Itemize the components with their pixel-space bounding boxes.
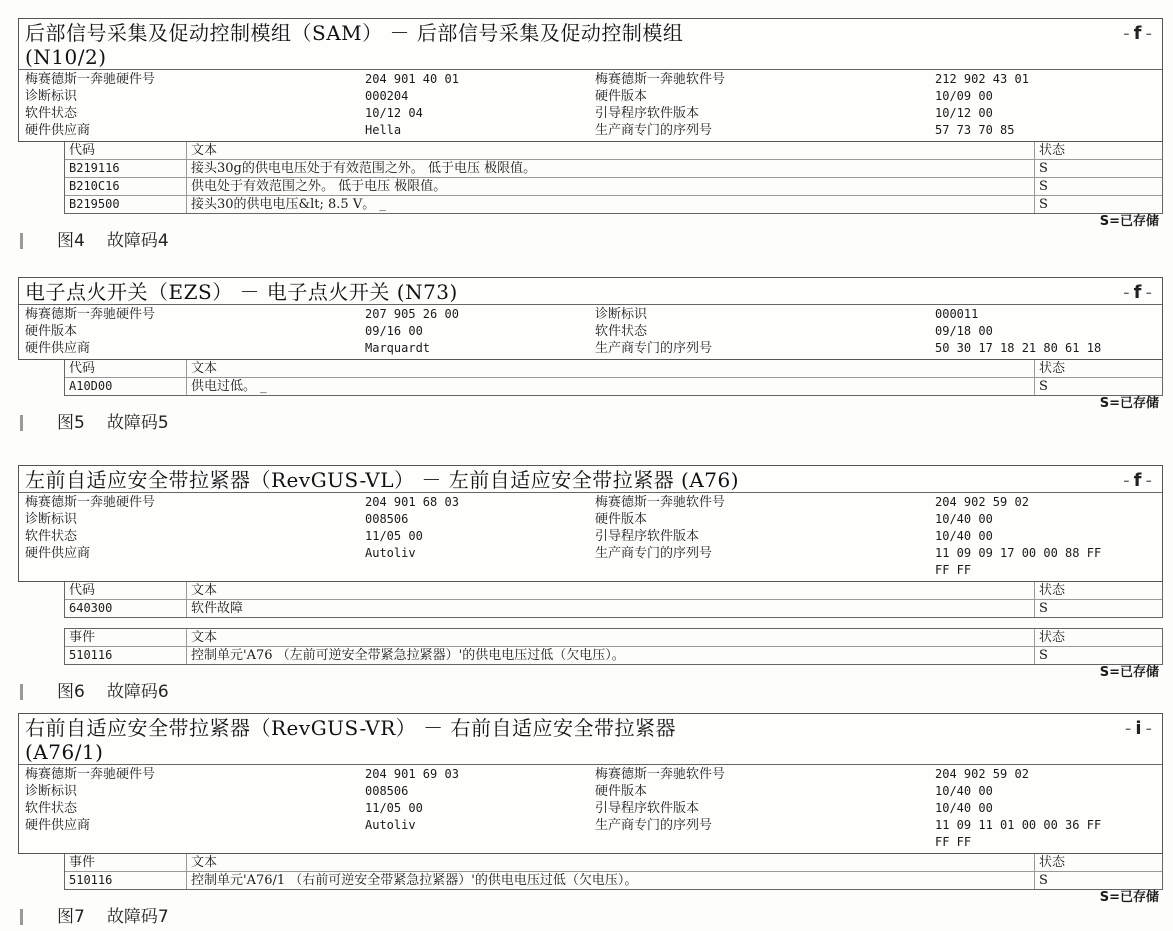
caption-bar xyxy=(20,909,23,925)
figure-number: 图5 xyxy=(57,413,85,433)
info-label: 硬件版本 xyxy=(595,512,648,527)
module-title-line: (A76/1) xyxy=(25,740,104,764)
column-header-text: 文本 xyxy=(187,854,1035,871)
info-label: 梅赛德斯一奔驰软件号 xyxy=(595,495,726,510)
module-header xyxy=(19,714,1162,765)
info-value: 008506 xyxy=(365,512,409,526)
info-label: 硬件版本 xyxy=(595,784,648,799)
fault-code-table xyxy=(64,582,1163,618)
fault-text: 控制单元'A76/1 （右前可逆安全带紧急拉紧器）'的供电电压过低（欠电压）。 xyxy=(187,872,1035,889)
info-label: 硬件供应商 xyxy=(25,123,91,138)
figure-caption xyxy=(18,412,1163,434)
info-value: 11/05 00 xyxy=(365,801,423,815)
module-flag-icon: f xyxy=(1133,23,1142,44)
column-header-status: 状态 xyxy=(1039,143,1066,158)
module-title-line: 右前自适应安全带拉紧器（RevGUS-VR） － 右前自适应安全带拉紧器 xyxy=(25,716,676,740)
column-header-status: 状态 xyxy=(1039,855,1066,870)
module-title-line: 左前自适应安全带拉紧器（RevGUS-VL） － 左前自适应安全带拉紧器 (A76) xyxy=(25,468,740,492)
info-value: 09/16 00 xyxy=(365,324,423,338)
figure-number: 图4 xyxy=(57,231,85,251)
figure-caption-text: 故障码7 xyxy=(106,907,169,927)
info-grid xyxy=(19,70,1162,141)
info-row xyxy=(25,800,1156,817)
info-row xyxy=(25,122,1156,139)
fault-text: 供电处于有效范围之外。 低于电压 极限值。 xyxy=(187,178,1035,195)
column-header-code: 代码 xyxy=(65,142,187,159)
info-label: 引导程序软件版本 xyxy=(595,529,700,544)
info-value: 10/40 00 xyxy=(935,512,993,526)
info-value: 000011 xyxy=(935,307,979,321)
info-value: 207 905 26 00 xyxy=(365,307,459,321)
figure-caption-text: 故障码5 xyxy=(106,413,169,433)
info-label: 生产商专门的序列号 xyxy=(595,818,713,833)
figure-number: 图7 xyxy=(57,907,85,927)
fault-row xyxy=(65,872,1162,889)
info-value: 008506 xyxy=(365,784,409,798)
diagnostic-block xyxy=(18,18,1163,252)
column-header-status: 状态 xyxy=(1039,630,1066,645)
info-label: 梅赛德斯一奔驰硬件号 xyxy=(25,495,156,510)
caption-bar xyxy=(20,233,23,249)
column-header-status: 状态 xyxy=(1039,583,1066,598)
column-header-text: 文本 xyxy=(187,629,1035,646)
info-value: 10/40 00 xyxy=(935,784,993,798)
info-label: 生产商专门的序列号 xyxy=(595,546,713,561)
diagnostic-block xyxy=(18,465,1163,703)
info-grid xyxy=(19,765,1162,853)
info-label: 硬件供应商 xyxy=(25,341,91,356)
info-value: 10/12 04 xyxy=(365,106,423,120)
info-value: 10/12 00 xyxy=(935,106,993,120)
module-flag-icon: i xyxy=(1135,718,1142,739)
info-value: 000204 xyxy=(365,89,409,103)
info-label: 硬件版本 xyxy=(595,89,648,104)
fault-code: B219500 xyxy=(65,196,187,213)
fault-code-table xyxy=(64,142,1163,214)
module-title xyxy=(25,468,739,492)
info-value: Autoliv xyxy=(365,818,416,832)
module-info-panel xyxy=(18,465,1163,582)
module-header xyxy=(19,19,1162,70)
fault-row xyxy=(65,378,1162,395)
info-row-continuation xyxy=(25,834,1156,851)
info-value: 204 902 59 02 xyxy=(935,495,1029,509)
info-grid xyxy=(19,493,1162,581)
stored-legend: S=已存储 xyxy=(1099,890,1159,905)
fault-table-header xyxy=(65,142,1162,160)
info-row-continuation xyxy=(25,562,1156,579)
info-grid xyxy=(19,305,1162,359)
info-value: FF FF xyxy=(935,835,972,849)
info-label: 生产商专门的序列号 xyxy=(595,123,713,138)
info-label: 硬件版本 xyxy=(25,324,78,339)
info-value: 10/40 00 xyxy=(935,801,993,815)
info-value: 212 902 43 01 xyxy=(935,72,1029,86)
module-title-line: 后部信号采集及促动控制模组（SAM） － 后部信号采集及促动控制模组 xyxy=(25,21,684,45)
module-title-line: (N10/2) xyxy=(25,45,107,69)
fault-status: S xyxy=(1039,197,1048,212)
fault-table-header xyxy=(65,629,1162,647)
fault-table-header xyxy=(65,854,1162,872)
figure-caption xyxy=(18,906,1163,928)
info-row xyxy=(25,88,1156,105)
module-flag: - f - xyxy=(1123,470,1152,491)
diagnostic-block xyxy=(18,713,1163,928)
info-row xyxy=(25,494,1156,511)
figure-caption xyxy=(18,681,1163,703)
info-label: 引导程序软件版本 xyxy=(595,801,700,816)
fault-row xyxy=(65,196,1162,213)
fault-code: 510116 xyxy=(65,647,187,664)
fault-row xyxy=(65,160,1162,178)
fault-text: 接头30g的供电电压处于有效范围之外。 低于电压 极限值。 xyxy=(187,160,1035,177)
info-value: 10/40 00 xyxy=(935,529,993,543)
fault-code: A10D00 xyxy=(65,378,187,395)
column-header-code: 代码 xyxy=(65,360,187,377)
module-info-panel xyxy=(18,713,1163,854)
module-flag: - f - xyxy=(1123,282,1152,303)
caption-bar xyxy=(20,684,23,700)
fault-status: S xyxy=(1039,648,1048,663)
column-header-code: 事件 xyxy=(65,854,187,871)
info-value: 57 73 70 85 xyxy=(935,123,1015,137)
module-header xyxy=(19,466,1162,493)
module-header xyxy=(19,278,1162,305)
caption-bar xyxy=(20,415,23,431)
column-header-code: 事件 xyxy=(65,629,187,646)
fault-text: 控制单元'A76 （左前可逆安全带紧急拉紧器）'的供电电压过低（欠电压）。 xyxy=(187,647,1035,664)
info-label: 诊断标识 xyxy=(25,89,78,104)
fault-table-header xyxy=(65,360,1162,378)
info-value: 50 30 17 18 21 80 61 18 xyxy=(935,341,1102,355)
fault-code-table xyxy=(64,854,1163,890)
info-value: 204 901 68 03 xyxy=(365,495,459,509)
info-label: 梅赛德斯一奔驰硬件号 xyxy=(25,767,156,782)
info-label: 梅赛德斯一奔驰软件号 xyxy=(595,72,726,87)
figure-caption-text: 故障码4 xyxy=(106,231,169,251)
info-value: 09/18 00 xyxy=(935,324,993,338)
module-flag: - i - xyxy=(1124,718,1152,739)
info-value: 204 901 69 03 xyxy=(365,767,459,781)
figure-number: 图6 xyxy=(57,682,85,702)
info-label: 软件状态 xyxy=(25,801,78,816)
diagnostic-block xyxy=(18,277,1163,434)
column-header-text: 文本 xyxy=(187,142,1035,159)
info-row xyxy=(25,783,1156,800)
fault-code: B210C16 xyxy=(65,178,187,195)
fault-code: 640300 xyxy=(65,600,187,617)
fault-code: 510116 xyxy=(65,872,187,889)
module-info-panel xyxy=(18,18,1163,142)
column-header-code: 代码 xyxy=(65,582,187,599)
info-label: 软件状态 xyxy=(595,324,648,339)
module-flag-icon: f xyxy=(1133,470,1142,491)
fault-status: S xyxy=(1039,601,1048,616)
module-title xyxy=(25,280,458,304)
fault-row xyxy=(65,647,1162,664)
figure-caption-text: 故障码6 xyxy=(106,682,169,702)
info-row xyxy=(25,323,1156,340)
info-row xyxy=(25,306,1156,323)
fault-code-table xyxy=(64,628,1163,665)
info-value: Hella xyxy=(365,123,402,137)
fault-text: 供电过低。 _ xyxy=(187,378,1035,395)
info-label: 软件状态 xyxy=(25,106,78,121)
info-value: FF FF xyxy=(935,563,972,577)
module-title-line: 电子点火开关（EZS） － 电子点火开关 (N73) xyxy=(25,280,458,304)
info-label: 诊断标识 xyxy=(595,307,648,322)
info-row xyxy=(25,511,1156,528)
column-header-status: 状态 xyxy=(1039,361,1066,376)
info-value: Marquardt xyxy=(365,341,431,355)
fault-table-header xyxy=(65,582,1162,600)
info-row xyxy=(25,545,1156,562)
info-value: 10/09 00 xyxy=(935,89,993,103)
info-value: 11 09 09 17 00 00 88 FF xyxy=(935,546,1102,560)
info-row xyxy=(25,105,1156,122)
figure-caption xyxy=(18,230,1163,252)
info-value: 11 09 11 01 00 00 36 FF xyxy=(935,818,1102,832)
fault-text: 接头30的供电电压&lt; 8.5 V。 _ xyxy=(187,196,1035,213)
fault-row xyxy=(65,178,1162,196)
info-value: 11/05 00 xyxy=(365,529,423,543)
fault-status: S xyxy=(1039,873,1048,888)
info-label: 梅赛德斯一奔驰软件号 xyxy=(595,767,726,782)
info-value: 204 901 40 01 xyxy=(365,72,459,86)
module-flag-icon: f xyxy=(1133,282,1142,303)
fault-row xyxy=(65,600,1162,617)
stored-legend: S=已存储 xyxy=(1099,665,1159,680)
info-label: 软件状态 xyxy=(25,529,78,544)
info-label: 诊断标识 xyxy=(25,512,78,527)
module-info-panel xyxy=(18,277,1163,360)
info-label: 生产商专门的序列号 xyxy=(595,341,713,356)
column-header-text: 文本 xyxy=(187,582,1035,599)
fault-status: S xyxy=(1039,179,1048,194)
info-value: 204 902 59 02 xyxy=(935,767,1029,781)
info-row xyxy=(25,817,1156,834)
info-value: Autoliv xyxy=(365,546,416,560)
fault-code: B219116 xyxy=(65,160,187,177)
info-label: 梅赛德斯一奔驰硬件号 xyxy=(25,307,156,322)
info-label: 引导程序软件版本 xyxy=(595,106,700,121)
stored-legend: S=已存储 xyxy=(1099,396,1159,411)
module-title xyxy=(25,21,683,69)
module-flag: - f - xyxy=(1123,23,1152,44)
info-row xyxy=(25,340,1156,357)
info-label: 硬件供应商 xyxy=(25,818,91,833)
module-title xyxy=(25,716,676,764)
fault-text: 软件故障 xyxy=(187,600,1035,617)
info-row xyxy=(25,528,1156,545)
info-row xyxy=(25,766,1156,783)
info-label: 硬件供应商 xyxy=(25,546,91,561)
info-row xyxy=(25,71,1156,88)
fault-status: S xyxy=(1039,379,1048,394)
stored-legend: S=已存储 xyxy=(1099,214,1159,229)
fault-status: S xyxy=(1039,161,1048,176)
column-header-text: 文本 xyxy=(187,360,1035,377)
fault-code-table xyxy=(64,360,1163,396)
info-label: 梅赛德斯一奔驰硬件号 xyxy=(25,72,156,87)
info-label: 诊断标识 xyxy=(25,784,78,799)
